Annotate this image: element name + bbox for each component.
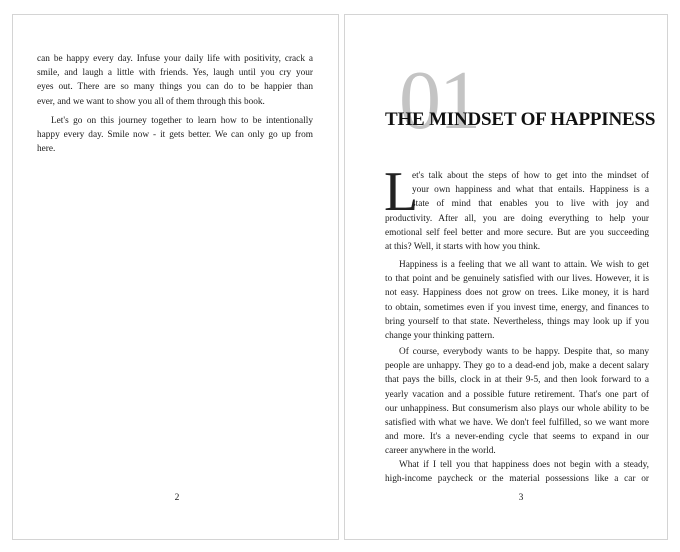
text-line: productivity. After all, you are doing everything to help your: [385, 213, 649, 224]
text-line: What if I tell you that happiness does not begin with a steady,: [399, 460, 649, 470]
text-line: career anywhere in the world.: [385, 446, 496, 457]
page-number: 3: [518, 493, 524, 503]
text-line: here.: [37, 144, 56, 155]
drop-cap: L: [384, 161, 419, 223]
text-line: people are unhappy. They go to a dead-end job, make a decent salary: [385, 361, 649, 372]
text-line: eyes out. There are so many things you can do to be happier than: [37, 82, 313, 93]
text-line: to that point and be genuinely satisfied with our lives. However, it is: [385, 274, 649, 285]
text-line: Let's go on this journey together to learn how to be intentionally: [51, 116, 313, 126]
text-line: emotional self feel better and more secure. But are you succeeding: [385, 227, 649, 238]
text-line: bring yourself to that state. Nevertheless, things may look up if you: [385, 316, 649, 327]
text-line: change your thinking pattern.: [385, 331, 495, 342]
text-line: state of mind that enables you to live with joy and: [412, 199, 649, 210]
right-page: [344, 14, 668, 540]
text-line: that pays the bills, clock in at their 9-5, and then look forward to a: [385, 375, 649, 386]
page-number: 2: [174, 493, 180, 503]
text-line: ever, and we want to show you all of them through this book.: [37, 96, 265, 107]
text-line: Of course, everybody wants to be happy. Despite that, so many: [399, 347, 649, 357]
paragraph: [384, 161, 649, 254]
text-line: not easy. Happiness does not grow on trees. Like money, it is hard: [385, 288, 649, 299]
text-line: and more. It's a never-ending cycle that seems to expand in our: [385, 432, 649, 443]
text-line: satisfied with what we have. We don't feel fulfilled, so we want more: [385, 418, 649, 429]
paragraph: [385, 345, 649, 459]
text-line: your own happiness and what that entails. Happiness is a: [412, 185, 649, 196]
chapter-number: 01: [399, 54, 479, 147]
paragraph: [37, 52, 313, 109]
text-line: happy every day. Smile now - it gets better. We can only go up from: [37, 130, 313, 141]
text-line: to obtain, sometimes even if you invest time, energy, and finances to: [385, 302, 649, 313]
text-line: our unhappiness. But consumerism also plays our whole ability to be: [385, 403, 649, 414]
left-page: [12, 14, 339, 540]
text-line: smile, and laugh a little with friends. Yes, laugh until you cry your: [37, 68, 313, 79]
chapter-title: THE MINDSET OF HAPPINESS: [385, 109, 656, 130]
text-line: at this? Well, it starts with how you think.: [385, 242, 541, 253]
text-line: can be happy every day. Infuse your daily life with positivity, crack a: [37, 54, 313, 64]
text-line: et's talk about the steps of how to get into the mindset of: [412, 171, 649, 181]
text-line: Happiness is a feeling that we all want to attain. We wish to get: [399, 260, 649, 270]
text-line: high-income paycheck or the material possessions like a car or: [385, 474, 649, 485]
paragraph: [385, 258, 649, 343]
paragraph: [385, 458, 649, 486]
text-line: yearly vacation and a possible future retirement. That's one part of: [385, 389, 649, 400]
paragraph: [37, 114, 313, 157]
